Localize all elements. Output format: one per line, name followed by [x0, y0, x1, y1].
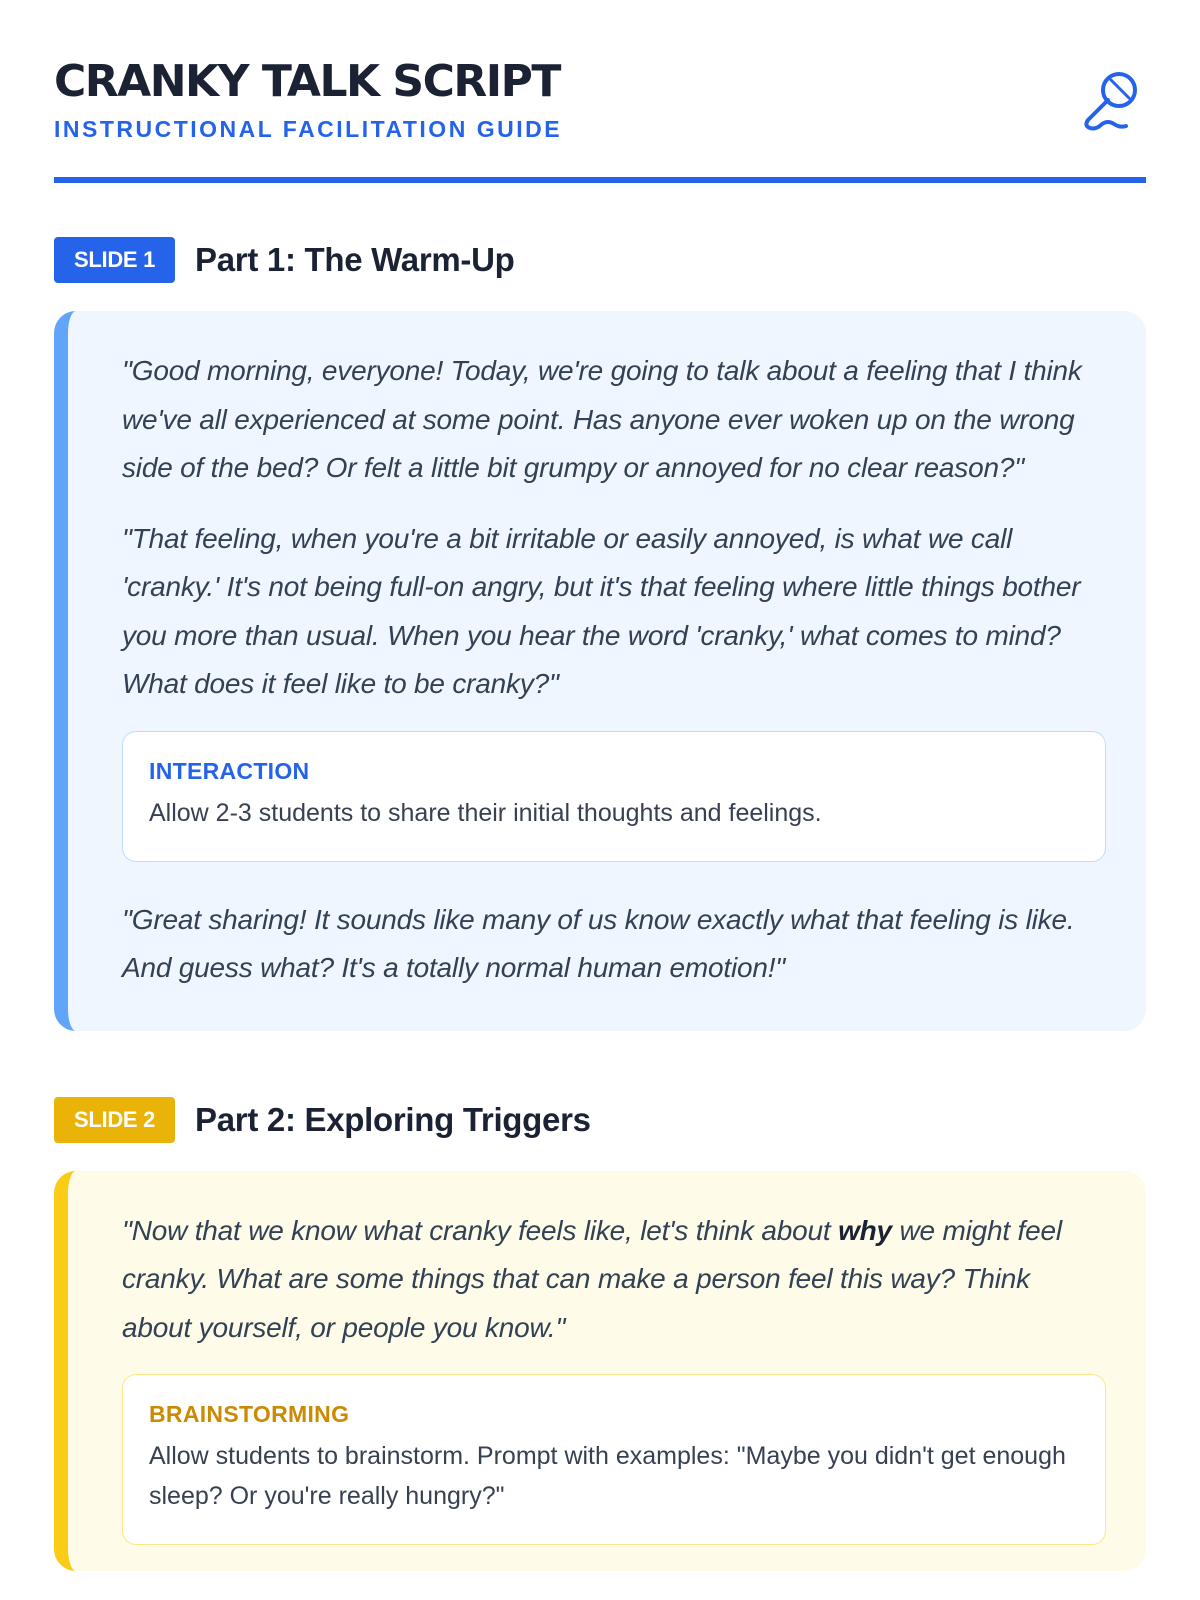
slide-title: Part 2: Exploring Triggers: [195, 1100, 591, 1138]
slide-heading: [54, 1097, 1146, 1143]
quote-text: we might feel cranky. What are some things that can make a person feel this way? Think about yourself, or people you know.": [122, 1214, 1062, 1343]
microphone-icon: [1082, 68, 1142, 132]
slide-badge: SLIDE 2: [54, 1097, 175, 1143]
page-title: CRANKY TALK SCRIPT: [54, 56, 560, 107]
slide-section-2: [54, 1097, 1146, 1571]
brainstorming-note: [122, 1374, 1106, 1545]
slide-section-1: [54, 237, 1146, 1031]
quote-text: "Now that we know what cranky feels like, let's think about: [122, 1214, 839, 1246]
note-label: INTERACTION: [149, 757, 310, 784]
interaction-note: [122, 731, 1106, 862]
quote-emphasis: why: [838, 1214, 892, 1246]
slide-badge: SLIDE 1: [54, 237, 175, 283]
page-subtitle: INSTRUCTIONAL FACILITATION GUIDE: [54, 116, 563, 142]
slide-title: Part 1: The Warm-Up: [195, 241, 515, 278]
note-text: Allow students to brainstorm. Prompt with examples: "Maybe you didn't get enough sleep? Or you're really hungry?": [149, 1442, 1066, 1510]
script-card: [54, 311, 1146, 1031]
slide-heading: [54, 237, 1146, 283]
page-header: [54, 0, 1146, 183]
script-quote: "That feeling, when you're a bit irritable or easily annoyed, is what we call 'cranky.' It's not being full-on angry, but it's that feeling where little things bother you more than usual. When you hear the word 'cranky,' what comes to mind? What does it feel like to be cranky?": [122, 522, 1081, 699]
script-quote: [122, 1207, 1106, 1353]
note-label: BRAINSTORMING: [149, 1401, 350, 1427]
note-text: Allow 2-3 students to share their initial thoughts and feelings.: [149, 798, 822, 827]
script-card: [54, 1171, 1146, 1571]
script-quote: "Great sharing! It sounds like many of us know exactly what that feeling is like. And guess what? It's a totally normal human emotion!": [122, 903, 1075, 983]
script-quote: "Good morning, everyone! Today, we're going to talk about a feeling that I think we've all experienced at some point. Has anyone ever woken up on the wrong side of the bed? Or felt a little bit grumpy or annoyed for no clear reason?": [122, 355, 1082, 483]
